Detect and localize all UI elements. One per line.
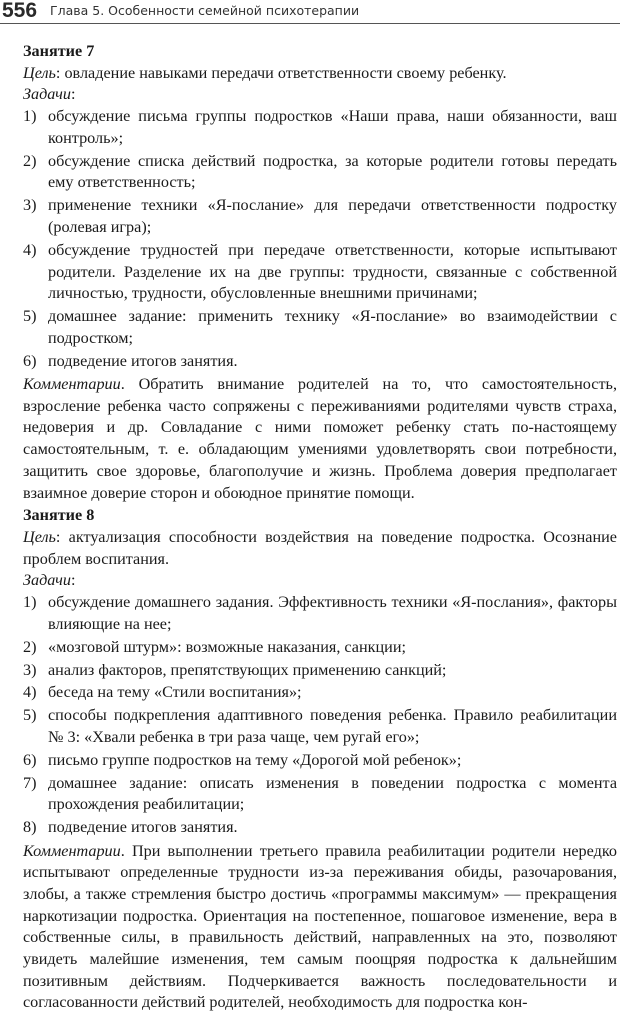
list-text: применение техники «Я-послание» для передачи ответственности подростку (ролевая игра); bbox=[48, 196, 617, 236]
list-text: домашнее задание: применить технику «Я-послание» во взаимодействии с подростком; bbox=[48, 307, 617, 347]
lesson-8-title: Занятие 8 bbox=[23, 506, 95, 525]
lesson-7-task-list bbox=[23, 106, 617, 372]
goal-text: : овладение навыками передачи ответственности своему ребенку. bbox=[55, 63, 507, 82]
tasks-colon: : bbox=[71, 85, 76, 104]
tasks-colon: : bbox=[71, 571, 76, 590]
list-number: 3) bbox=[23, 660, 37, 679]
list-text: письмо группе подростков на тему «Дорогой мой ребенок»; bbox=[48, 750, 462, 769]
list-number: 5) bbox=[23, 706, 37, 725]
list-item bbox=[23, 705, 617, 748]
list-number: 2) bbox=[23, 637, 37, 656]
list-text: обсуждение списка действий подростка, за которые родители готовы передать ему ответственность; bbox=[48, 151, 617, 192]
list-item bbox=[23, 817, 617, 839]
list-text: «мозговой штурм»: возможные наказания, санкции; bbox=[48, 637, 406, 656]
lesson-8-comment bbox=[23, 841, 617, 1014]
page-body bbox=[23, 41, 617, 1014]
list-number: 1) bbox=[23, 107, 37, 126]
running-head: Глава 5. Особенности семейной психотерапии bbox=[50, 3, 360, 18]
list-item bbox=[23, 106, 617, 149]
list-item bbox=[23, 660, 617, 682]
list-number: 5) bbox=[23, 307, 37, 326]
list-text: обсуждение письма группы подростков «Наши права, наши обязанности, ваш контроль»; bbox=[48, 107, 617, 147]
list-text: обсуждение домашнего задания. Эффективность техники «Я-послания», факторы влияющие на нее; bbox=[48, 593, 617, 633]
list-item bbox=[23, 195, 617, 238]
list-text: домашнее задание: описать изменения в поведении подростка с момента прохождения реабилитации; bbox=[48, 773, 617, 814]
page-number: 556 bbox=[2, 0, 38, 22]
page-header bbox=[0, 0, 620, 26]
lesson-8-goal bbox=[23, 527, 617, 570]
list-number: 8) bbox=[23, 818, 37, 837]
list-item bbox=[23, 151, 617, 194]
list-number: 7) bbox=[23, 773, 37, 792]
goal-label: Цель bbox=[23, 63, 56, 82]
list-item bbox=[23, 637, 617, 659]
lesson-7-comment bbox=[23, 374, 617, 504]
list-item bbox=[23, 240, 617, 305]
list-item bbox=[23, 351, 617, 373]
comment-label: Комментарии bbox=[23, 374, 121, 393]
lesson-7-goal bbox=[23, 63, 617, 85]
list-number: 2) bbox=[23, 151, 37, 170]
list-number: 6) bbox=[23, 750, 37, 769]
list-item bbox=[23, 306, 617, 349]
header-rule bbox=[0, 23, 620, 24]
list-item bbox=[23, 773, 617, 816]
comment-text: . При выполнении третьего правила реабилитации родители нередко испытывают определенные трудности из-за переживания обиды, разочарования, злобы, а также стремления быстро достичь «программы максимум» — прекращения наркотизации подростка. Ориентация на постепенное, пошаговое изменение, вера в собственные силы, в правильность действий, направленных на это, позволяют увидеть малейшие изменения, тем самым поощряя подростка к дальнейшим позитивным действиям. Подчеркивается важность последовательности и согласованности действий родителей, необходимость для подростка кон- bbox=[23, 841, 617, 1012]
list-number: 4) bbox=[23, 240, 37, 259]
list-number: 6) bbox=[23, 351, 37, 370]
list-text: обсуждение трудностей при передаче ответственности, которые испытывают родители. Разделение их на две группы: трудности, связанные с собственной личностью, трудности, обусловленные внешними причинами; bbox=[48, 240, 617, 303]
list-number: 4) bbox=[23, 683, 37, 702]
list-item bbox=[23, 750, 617, 772]
list-text: подведение итогов занятия. bbox=[48, 351, 238, 370]
goal-label: Цель bbox=[23, 527, 56, 546]
goal-text: : актуализация способности воздействия на поведение подростка. Осознание проблем воспитания. bbox=[23, 527, 617, 568]
list-text: беседа на тему «Стили воспитания»; bbox=[48, 683, 302, 702]
lesson-8-task-list bbox=[23, 592, 617, 839]
list-item bbox=[23, 682, 617, 704]
list-text: подведение итогов занятия. bbox=[48, 818, 238, 837]
tasks-label: Задачи bbox=[23, 571, 71, 590]
lesson-8-tasks-label bbox=[23, 570, 617, 592]
lesson-7-tasks-label bbox=[23, 84, 617, 106]
tasks-label: Задачи bbox=[23, 85, 71, 104]
list-item bbox=[23, 592, 617, 635]
list-text: анализ факторов, препятствующих применению санкций; bbox=[48, 660, 447, 679]
comment-text: . Обратить внимание родителей на то, что самостоятельность, взросление ребенка часто сопряжены с переживаниями родителями чувств страха, недоверия и др. Совладание с ними поможет ребенку стать по-настоящему самостоятельным, т. е. обладающим умениями удовлетворять свои потребности, защитить свое здоровье, благополучие и жизнь. Проблема доверия предполагает взаимное доверие сторон и обоюдное принятие помощи. bbox=[23, 374, 617, 502]
list-number: 1) bbox=[23, 593, 37, 612]
lesson-7-title: Занятие 7 bbox=[23, 42, 95, 60]
list-number: 3) bbox=[23, 196, 37, 215]
list-text: способы подкрепления адаптивного поведения ребенка. Правило реабилитации № 3: «Хвали ребенка в три раза чаще, чем ругай его»; bbox=[48, 706, 617, 746]
comment-label: Комментарии bbox=[23, 841, 121, 860]
